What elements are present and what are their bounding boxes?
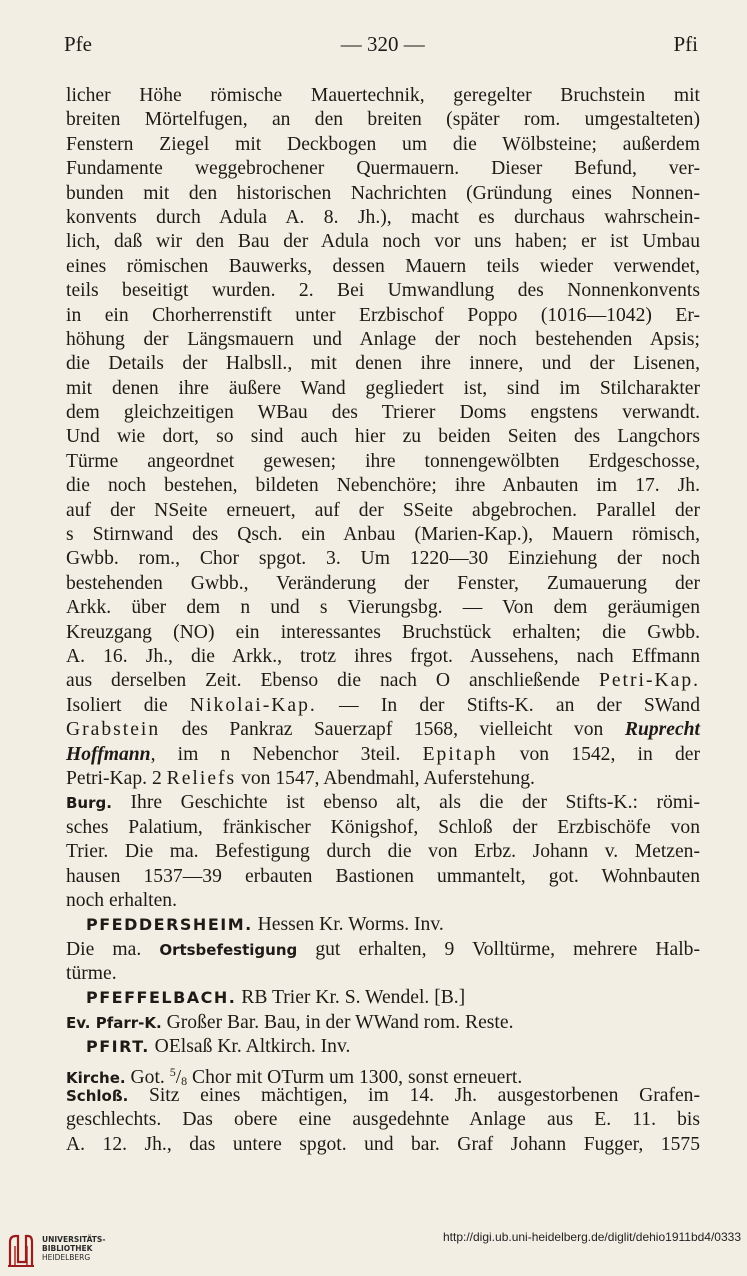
spaced-term: Epitaph bbox=[422, 743, 498, 765]
text-line: Kirche. Got. $^5/_8$ Chor mit OTurm um 1300, sonst erneuert. bbox=[66, 1064, 523, 1088]
text-line: auf der NSeite erneuert, auf der SSeite abgebrochen. Parallel der bbox=[66, 499, 700, 521]
text-fragment: RB Trier Kr. S. Wendel. [B.] bbox=[236, 987, 466, 1009]
place-name: PFIRT. bbox=[86, 1037, 150, 1057]
text-fragment: von 1547, Abendmahl, Auferstehung. bbox=[236, 767, 535, 789]
spaced-term: Petri-Kap. bbox=[598, 670, 701, 692]
text-line: Kreuzgang (NO) ein interessantes Bruchstück erhalten; die Gwbb. bbox=[66, 621, 700, 643]
text-line: Arkk. über dem n und s Vierungsbg. — Von dem geräumigen bbox=[66, 597, 700, 619]
text-fragment: Hessen Kr. Worms. Inv. bbox=[252, 914, 444, 936]
text-line: Trier. Die ma. Befestigung durch die von Erbz. Johann v. Metzen- bbox=[66, 841, 700, 863]
text-line bbox=[66, 791, 700, 815]
section-label-burg: Burg. bbox=[66, 794, 112, 813]
section-label: Kirche. bbox=[66, 1068, 126, 1087]
text-line: türme. bbox=[66, 963, 117, 985]
text-fragment: Großer Bar. Bau, in der WWand rom. Reste. bbox=[161, 1011, 514, 1033]
text-line: teils beseitigt wurden. 2. Bei Umwandlung des Nonnenkonvents bbox=[66, 280, 700, 302]
page-number: — 320 — bbox=[340, 32, 425, 56]
library-logo-icon bbox=[6, 1232, 36, 1268]
text-line bbox=[66, 1084, 700, 1108]
source-url-link[interactable]: http://digi.ub.uni-heidelberg.de/diglit/dehio1911bd4/0333 bbox=[442, 1230, 741, 1244]
header-right: Pfi bbox=[673, 32, 698, 56]
text-line bbox=[66, 938, 700, 962]
entry-heading bbox=[66, 986, 700, 1010]
artist-name: Ruprecht bbox=[624, 719, 700, 741]
text-fragment: Ihre Geschichte ist ebenso alt, als die der Stifts-K.: römi- bbox=[111, 792, 700, 814]
fraction-denominator: 8 bbox=[181, 1073, 188, 1088]
text-line: Türme angeordnet gewesen; ihre tonnengewölbten Erdgeschosse, bbox=[66, 450, 700, 472]
spaced-term: Reliefs bbox=[166, 767, 237, 789]
text-line: licher Höhe römische Mauertechnik, geregelter Bruchstein mit bbox=[66, 85, 700, 106]
text-fragment: OElsaß Kr. Altkirch. Inv. bbox=[149, 1036, 351, 1058]
place-name: PFEFFELBACH. bbox=[86, 988, 237, 1008]
text-fragment: von 1542, in der bbox=[497, 743, 700, 765]
text-line: Fundamente weggebrochener Quermauern. Dieser Befund, ver- bbox=[66, 158, 700, 180]
library-name bbox=[42, 1235, 105, 1262]
text-line: konvents durch Adula A. 8. Jh.), macht es durchaus wahrschein- bbox=[66, 206, 700, 228]
library-name-line: HEIDELBERG bbox=[42, 1253, 91, 1262]
text-line: geschlechts. Das obere eine ausgedehnte Anlage aus E. 11. bis bbox=[66, 1109, 700, 1131]
text-line: eines römischen Bauwerks, dessen Mauern teils wieder verwendet, bbox=[66, 255, 700, 277]
text-line: hausen 1537—39 erbauten Bastionen ummantelt, got. Wohnbauten bbox=[66, 865, 700, 887]
artist-name: Hoffmann bbox=[66, 743, 151, 765]
text-line bbox=[66, 1011, 700, 1035]
text-line: s Stirnwand des Qsch. ein Anbau (Marien-Kap.), Mauern römisch, bbox=[66, 524, 700, 546]
text-line bbox=[66, 669, 700, 693]
text-line: A. 16. Jh., die Arkk., trotz ihres frgot. Aussehens, nach Effmann bbox=[66, 645, 700, 667]
text-fragment: Chor mit OTurm um 1300, sonst erneuert. bbox=[187, 1066, 523, 1088]
text-line: bestehenden Gwbb., Veränderung der Fenster, Zumauerung der bbox=[66, 572, 700, 594]
text-fragment: gut erhalten, 9 Volltürme, mehrere Halb- bbox=[297, 938, 700, 960]
text-line: lich, daß wir den Bau der Adula noch vor uns haben; er ist Umbau bbox=[66, 231, 700, 253]
place-name: PFEDDERSHEIM. bbox=[86, 915, 253, 935]
text-line: A. 12. Jh., das untere spgot. und bar. Graf Johann Fugger, 1575 bbox=[66, 1133, 700, 1155]
text-fragment: Isoliert die bbox=[66, 694, 190, 716]
section-label: Schloß. bbox=[66, 1087, 129, 1106]
text-fragment: aus derselben Zeit. Ebenso die nach O anschließende bbox=[66, 670, 580, 692]
text-fragment: Die ma. bbox=[66, 938, 160, 960]
spaced-term: Nikolai-Kap. bbox=[189, 694, 317, 716]
library-name-line: UNIVERSITÄTS- bbox=[42, 1235, 106, 1244]
body-text bbox=[66, 84, 700, 1157]
fraction-numerator: 5 bbox=[169, 1064, 176, 1079]
text-line: mit denen ihre äußere Wand gegliedert ist, sind im Stilcharakter bbox=[66, 377, 700, 399]
text-line: Gwbb. rom., Chor spgot. 3. Um 1220—30 Einziehung der noch bbox=[66, 548, 700, 570]
text-fragment: Petri-Kap. 2 bbox=[66, 767, 167, 789]
section-label: Ev. Pfarr-K. bbox=[66, 1013, 162, 1032]
entry-heading bbox=[66, 1035, 700, 1059]
text-line: Fenstern Ziegel mit Deckbogen um die Wölbsteine; außerdem bbox=[66, 133, 700, 155]
section-label: Ortsbefestigung bbox=[159, 940, 298, 959]
text-fragment: — In der Stifts-K. an der SWand bbox=[316, 694, 700, 716]
running-header bbox=[64, 32, 698, 57]
text-line bbox=[66, 767, 700, 791]
text-line: höhung der Längsmauern und Anlage der noch bestehenden Apsis; bbox=[66, 328, 700, 350]
text-line: die Details der Halbsll., mit denen ihre innere, und der Lisenen, bbox=[66, 353, 700, 375]
text-line: noch erhalten. bbox=[66, 889, 177, 911]
entry-heading bbox=[66, 913, 700, 937]
library-name-line: BIBLIOTHEK bbox=[42, 1244, 93, 1253]
text-fragment: Got. bbox=[125, 1066, 170, 1088]
text-line bbox=[66, 694, 700, 718]
digitization-footer bbox=[0, 1228, 747, 1276]
text-line bbox=[66, 743, 700, 767]
text-line: Und wie dort, so sind auch hier zu beiden Seiten des Langchors bbox=[66, 426, 700, 448]
text-line: in ein Chorherrenstift unter Erzbischof Poppo (1016—1042) Er- bbox=[66, 304, 700, 326]
text-line: bunden mit den historischen Nachrichten (Gründung eines Nonnen- bbox=[66, 182, 700, 204]
text-fragment: , im n Nebenchor 3teil. bbox=[150, 743, 423, 765]
spaced-term: Grabstein bbox=[66, 719, 161, 741]
header-left: Pfe bbox=[64, 32, 92, 56]
text-line: sches Palatium, fränkischer Königshof, Schloß der Erzbischöfe von bbox=[66, 816, 700, 838]
text-fragment: des Pankraz Sauerzapf 1568, vielleicht von bbox=[160, 719, 625, 741]
text-line bbox=[66, 718, 700, 742]
text-line: dem gleichzeitigen WBau des Trierer Doms engstens verwandt. bbox=[66, 402, 700, 424]
text-line: breiten Mörtelfugen, an den breiten (später rom. umgestalteten) bbox=[66, 109, 700, 131]
text-fragment: Sitz eines mächtigen, im 14. Jh. ausgestorbenen Grafen- bbox=[128, 1085, 700, 1107]
text-line: die noch bestehen, bildeten Nebenchöre; ihre Anbauten im 17. Jh. bbox=[66, 475, 700, 497]
